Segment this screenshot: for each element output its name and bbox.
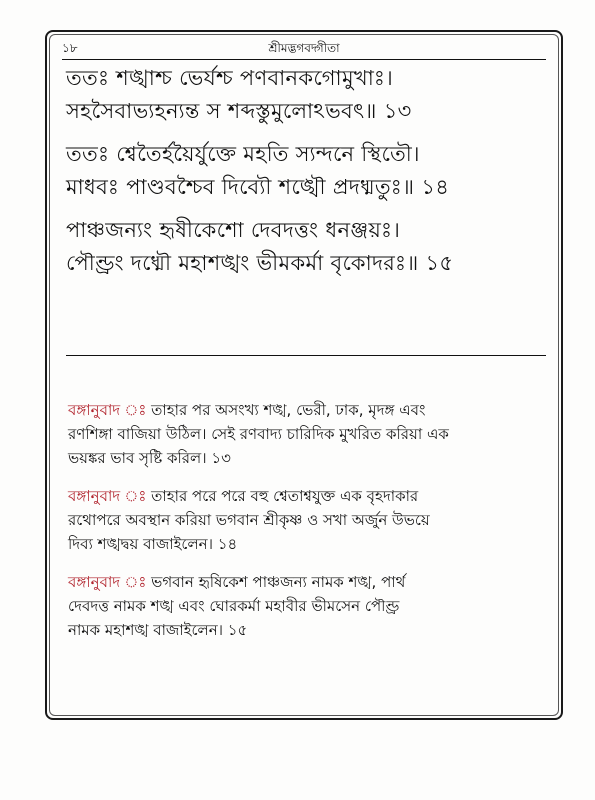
sanskrit-verses — [66, 62, 546, 280]
verse-15-line-2: পৌণ্ড্রং দধ্মৌ মহাশঙ্খং ভীমকর্মা বৃকোদরঃ॥ ১৫ — [66, 251, 454, 275]
translation-text: রথোপরে অবস্থান করিয়া ভগবান শ্রীকৃষ্ণ ও সখা অর্জুন উভয়ে — [68, 511, 430, 529]
translation-14 — [68, 484, 546, 556]
bengali-translations — [68, 398, 546, 656]
book-title: শ্রীমদ্ভগবদ্গীতা — [268, 41, 340, 55]
translation-text: দিব্য শঙ্খদ্বয় বাজাইলেন। ১৪ — [68, 535, 238, 553]
translation-label: বঙ্গানুবাদ ঃ — [68, 487, 147, 505]
translation-label: বঙ্গানুবাদ ঃ — [68, 401, 147, 419]
translation-text: তাহার পর অসংখ্য শঙ্খ, ভেরী, ঢাক, মৃদঙ্গ এবং — [151, 401, 426, 419]
translation-13 — [68, 398, 546, 470]
translation-text: রণশিঙ্গা বাজিয়া উঠিল। সেই রণবাদ্য চারিদিক মুখরিত করিয়া এক — [68, 425, 449, 443]
page-header — [62, 40, 546, 58]
translation-text: ভগবান হৃষিকেশ পাঞ্চজন্য নামক শঙ্খ, পার্থ — [151, 573, 406, 591]
translation-text: নামক মহাশঙ্খ বাজাইলেন। ১৫ — [68, 621, 248, 639]
verse-14-line-1: ততঃ শ্বেতৈর্হয়ৈর্যুক্তে মহতি স্যন্দনে স্থিতৌ। — [66, 142, 420, 166]
section-divider — [66, 355, 546, 356]
verse-14-line-2: মাধবঃ পাণ্ডবশ্চৈব দিব্যৌ শঙ্খৌ প্রদধ্মতুঃ॥ ১৪ — [66, 175, 450, 199]
translation-text: তাহার পরে পরে বহু শ্বেতাশ্বযুক্ত এক বৃহদাকার — [151, 487, 419, 505]
page-number: ১৮ — [62, 41, 78, 55]
translation-15 — [68, 570, 546, 642]
header-rule — [62, 59, 546, 60]
translation-label: বঙ্গানুবাদ ঃ — [68, 573, 147, 591]
translation-text: ভয়ঙ্কর ভাব সৃষ্টি করিল। ১৩ — [68, 449, 231, 467]
translation-text: দেবদত্ত নামক শঙ্খ এবং ঘোরকর্মা মহাবীর ভীমসেন পৌণ্ড্র — [68, 597, 400, 615]
verse-13-line-1: ততঃ শঙ্খাশ্চ ভের্যশ্চ পণবানকগোমুখাঃ। — [66, 66, 394, 90]
verse-15-line-1: পাঞ্চজন্যং হৃষীকেশো দেবদত্তং ধনঞ্জয়ঃ। — [66, 218, 401, 242]
verse-13-line-2: সহসৈবাভ্যহন্যন্ত স শব্দস্তুমুলোঽভবৎ॥ ১৩ — [66, 99, 412, 123]
